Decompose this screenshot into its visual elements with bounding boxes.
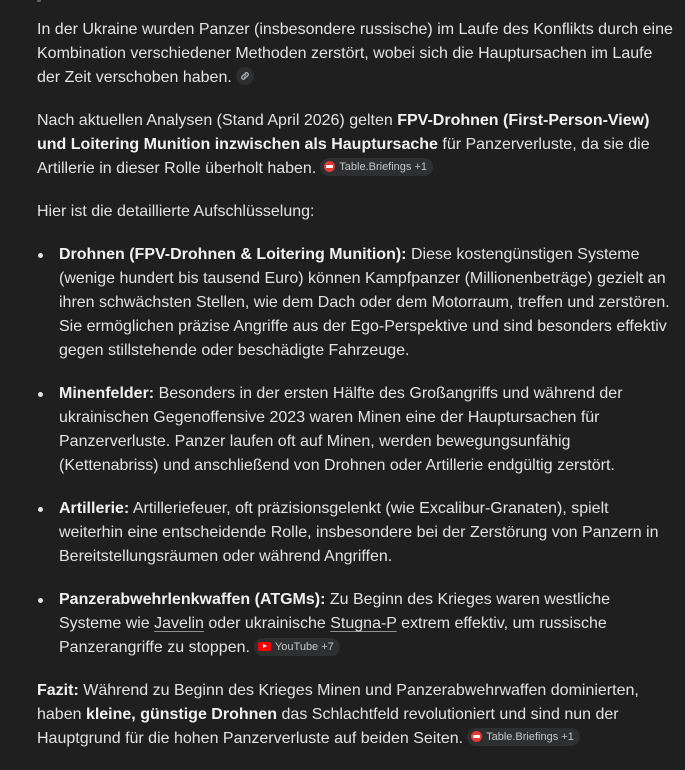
list-item-title: Minenfelder: bbox=[59, 385, 155, 402]
list-item-title: Drohnen (FPV-Drohnen & Loitering Munition): bbox=[59, 246, 407, 263]
analysis-paragraph bbox=[37, 109, 673, 181]
list-item-text: Besonders in der ersten Hälfte des Großangriffs und während der ukrainischen Gegenoffensive 2023 waren Minen eine der Hauptursachen für Panzerverluste. Panzer laufen oft auf Minen, werden bewegungsunfähig (Kettenabriss) und anschließend von Drohnen oder Artillerie endgültig zerstört. bbox=[59, 385, 623, 474]
fazit-text-after: das Schlachtfeld revolutioniert und sind nun der Hauptgrund für die hohen Panzerverluste auf beiden Seiten. bbox=[37, 706, 619, 747]
list-item-text: Diese kostengünstigen Systeme (wenige hundert bis tausend Euro) können Kampfpanzer (Millionenbeträge) gezielt an ihren schwächsten Stellen, wie dem Dach oder dem Motorraum, treffen und zerstören. Sie ermöglichen präzise Angriffe aus der Ego-Perspektive und sind besonders effektiv gegen stillstehende oder beschädigte Fahrzeuge. bbox=[59, 246, 670, 359]
list-item-mines bbox=[37, 382, 673, 478]
stugna-p-link[interactable]: Stugna-P bbox=[330, 615, 397, 632]
javelin-link[interactable]: Javelin bbox=[154, 615, 204, 632]
source-chip-label: Table.Briefings +1 bbox=[339, 160, 428, 173]
analysis-bold: FPV-Drohnen (First-Person-View) und Loitering Munition inzwischen als Hauptursache bbox=[37, 112, 650, 153]
source-chip-label: Table.Briefings +1 bbox=[486, 730, 574, 743]
youtube-favicon bbox=[258, 642, 271, 651]
breakdown-heading: Hier ist die detaillierte Aufschlüsselung: bbox=[37, 203, 315, 220]
breakdown-list bbox=[37, 243, 673, 660]
fazit-paragraph bbox=[37, 679, 673, 751]
table-briefings-favicon bbox=[471, 731, 482, 742]
list-item-text: oder ukrainische bbox=[203, 615, 331, 632]
scroll-fragment bbox=[37, 0, 41, 2]
intro-paragraph bbox=[37, 18, 673, 90]
response-body bbox=[37, 18, 673, 770]
list-item-title: Panzerabwehrlenkwaffen (ATGMs): bbox=[59, 591, 326, 608]
source-chip-label: YouTube +7 bbox=[274, 640, 334, 653]
analysis-text-before: Nach aktuellen Analysen (Stand April 2026) gelten bbox=[37, 112, 398, 129]
list-item-title: Artillerie: bbox=[59, 500, 130, 517]
list-item-text: Artilleriefeuer, oft präzisionsgelenkt (wie Excalibur-Granaten), spielt weiterhin eine entscheidende Rolle, insbesondere bei der Zerstörung von Panzern in Bereitstellungsräumen oder während Angriffen. bbox=[59, 500, 659, 565]
analysis-text-after: für Panzerverluste, da sie die Artillerie in dieser Rolle überholt haben. bbox=[37, 136, 650, 177]
fazit-label: Fazit: bbox=[37, 682, 79, 699]
fazit-bold: kleine, günstige Drohnen bbox=[85, 706, 278, 723]
source-chip-table-briefings[interactable] bbox=[320, 158, 433, 176]
link-icon[interactable] bbox=[236, 67, 254, 85]
list-item-text: Zu Beginn des Krieges waren westliche Systeme wie bbox=[59, 591, 611, 632]
fazit-text-before: Während zu Beginn des Krieges Minen und Panzerabwehrwaffen dominierten, haben bbox=[37, 682, 639, 723]
source-chip-table-briefings[interactable] bbox=[467, 728, 580, 746]
list-item-drones bbox=[37, 243, 673, 363]
list-item-artillery bbox=[37, 497, 673, 569]
intro-text: In der Ukraine wurden Panzer (insbesondere russische) im Laufe des Konflikts durch eine Kombination verschiedener Methoden zerstört, wobei sich die Hauptursachen im Laufe der Zeit verschoben haben. bbox=[37, 21, 673, 86]
source-chip-youtube[interactable] bbox=[254, 638, 340, 656]
list-item-text: extrem effektiv, um russische Panzerangriffe zu stoppen. bbox=[59, 615, 607, 656]
table-briefings-favicon bbox=[324, 161, 335, 172]
list-item-atgms bbox=[37, 588, 673, 660]
